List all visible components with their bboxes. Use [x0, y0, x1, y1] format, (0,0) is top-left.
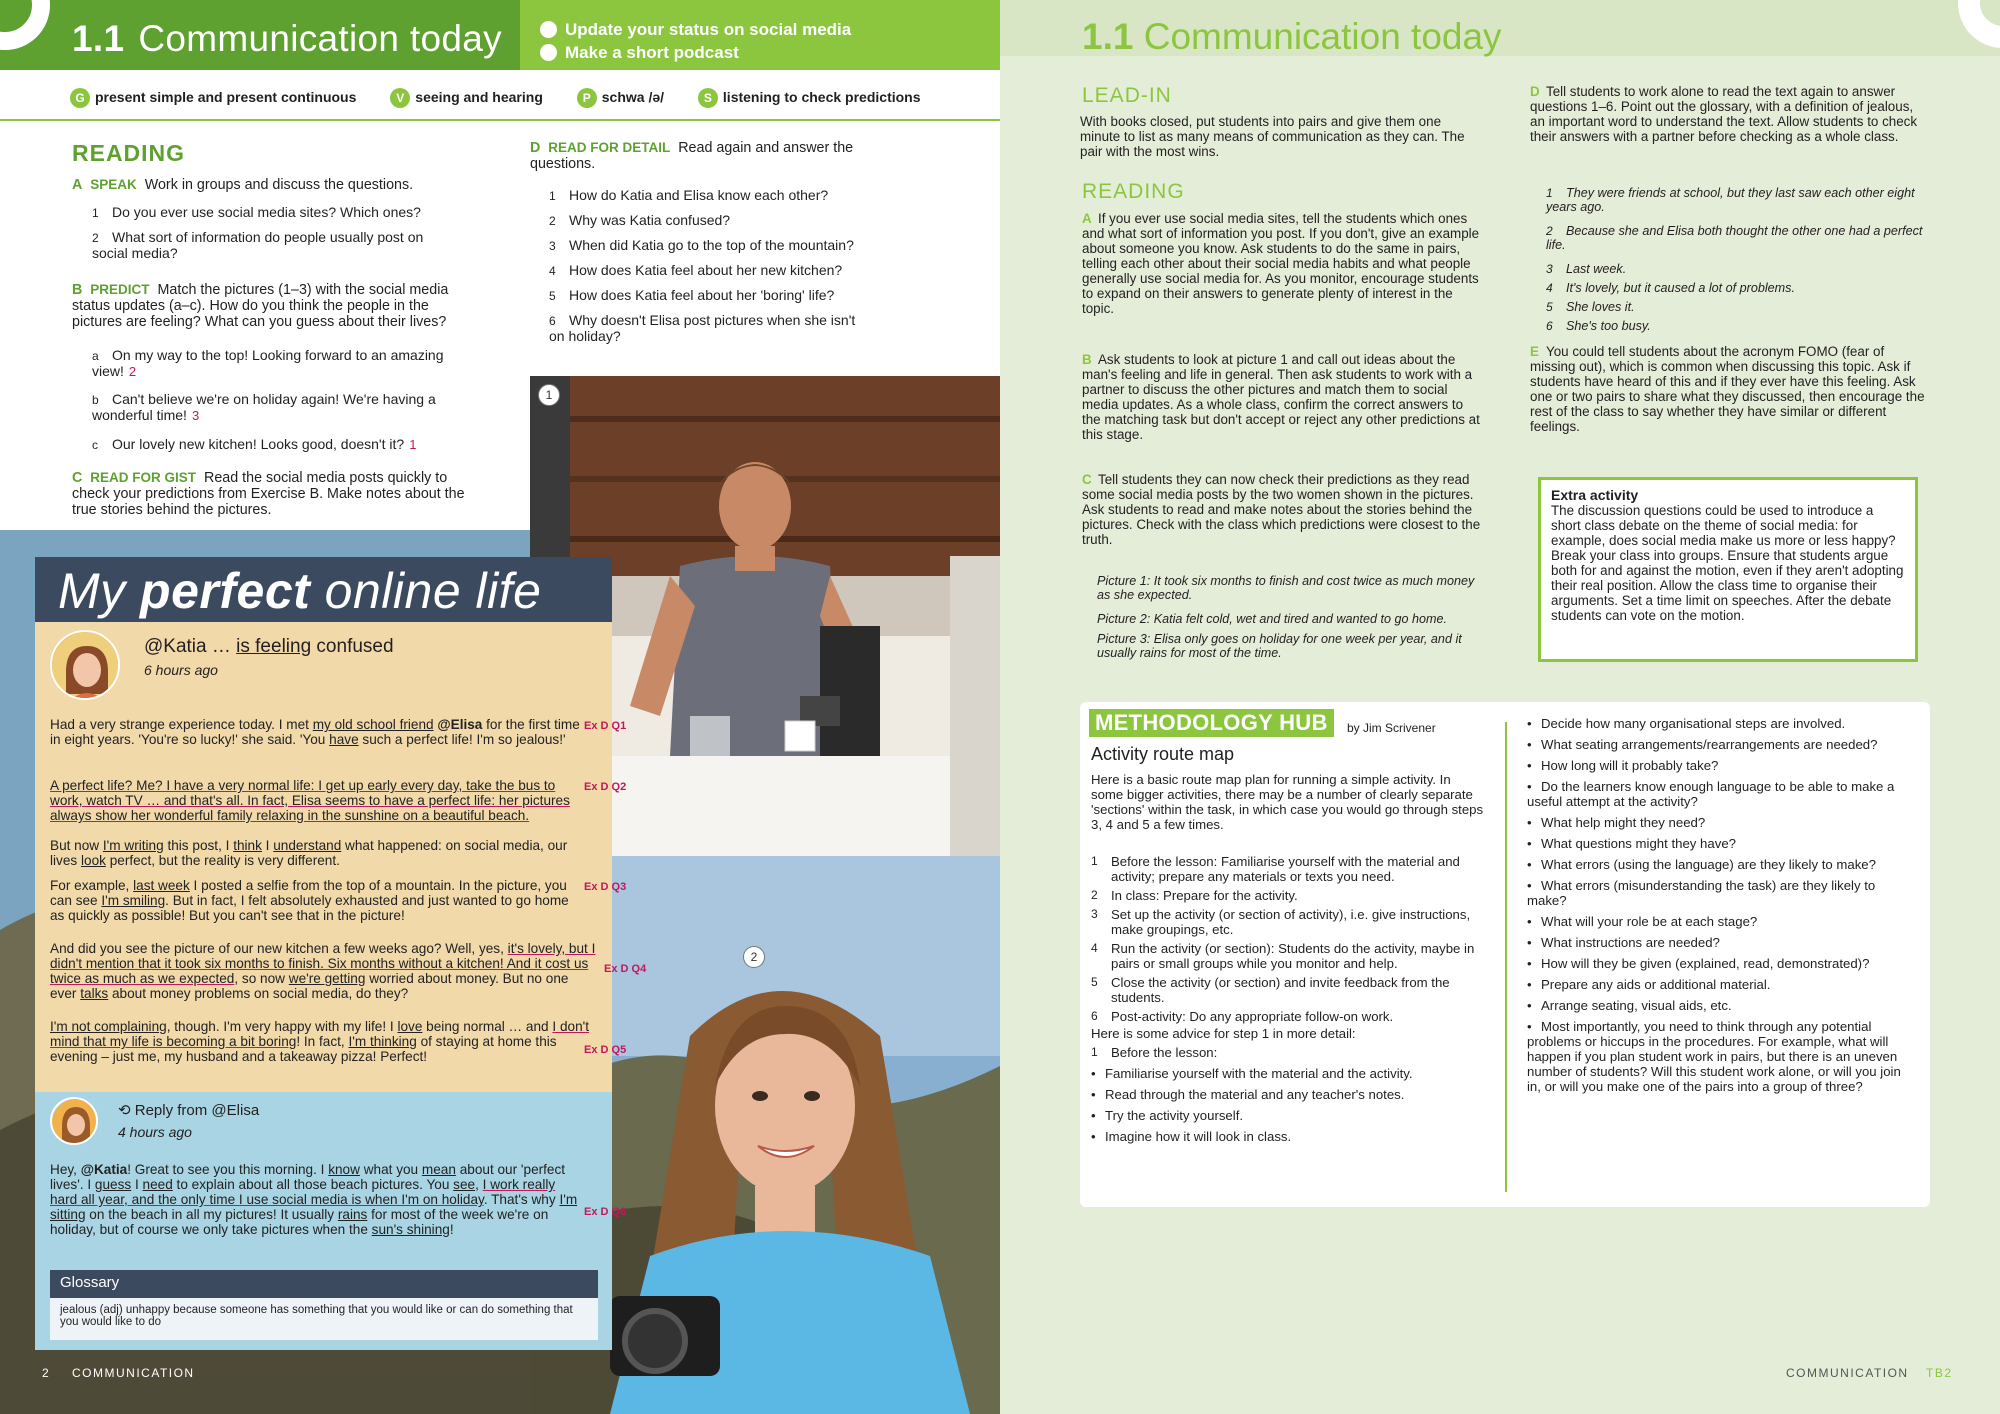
reply-icon: ⟲ [118, 1102, 135, 1119]
reply-time: 4 hours ago [118, 1124, 192, 1140]
bullet-icon [540, 44, 557, 61]
post-paragraph: But now I'm writing this post, I think I understand what happened: on social media, our lives look perfect, but the reality is very different. [50, 838, 568, 868]
page-number: 2 [42, 1366, 51, 1380]
unit-title-text: Communication today [138, 18, 502, 59]
exercise-a-item: 1 Do you ever use social media sites? Which ones? [92, 204, 421, 220]
exercise-reference: Ex D Q5 [584, 1044, 627, 1056]
exercise-reference: Ex D Q1 [584, 720, 627, 732]
answer-d6: 6 She's too busy. [1546, 319, 1651, 333]
leadin-text: With books closed, put students into pairs and give them one minute to list as many means of communication as they can. The pair with the most wins. [1080, 114, 1465, 159]
hub-author: by Jim Scrivener [1347, 721, 1436, 735]
goal-1: Update your status on social media [540, 20, 851, 40]
katia-avatar [50, 630, 120, 700]
note-a: A If you ever use social media sites, tell the students which ones and what sort of information you post. If you don't, give an example about someone you know. Ask students to do the same in pairs, telling each other about their social media habits and what people generally use social media for. As you monitor, encourage students to expand on their answers to generate plenty of interest in the topic. [1082, 211, 1480, 316]
goal-2: Make a short podcast [540, 43, 739, 63]
objectives-row [70, 88, 1000, 114]
extra-activity-box [1538, 477, 1918, 662]
divider [0, 119, 1000, 121]
post-paragraph: And did you see the picture of our new kitchen a few weeks ago? Well, yes, it's lovely, but I didn't mention that it took six months to finish. Six months without a kitchen! And it cost us twice as much as we expected, so now we're getting worried about money. But no one ever talks about money problems on social media, do they? [50, 941, 596, 1001]
post-paragraph: I'm not complaining, though. I'm very happy with my life! I love being normal … and I don't mind that my life is becoming a bit boring! In fact, I'm thinking of staying at home this evening – just me, my husband and a takeaway pizza! Perfect! [50, 1019, 589, 1064]
reply-paragraph: Hey, @Katia! Great to see you this morning. I know what you mean about our 'perfect lives'. I guess I need to explain about all those beach pictures. You see, I work really hard all year, and the only time I use social media is when I'm on holiday. That's why I'm sitting on the beach in all my pictures! It usually rains for most of the week we're on holiday, but of course we only take pictures when the sun's shining! [50, 1162, 578, 1237]
elisa-avatar [50, 1097, 98, 1145]
answer-c1: Picture 1: It took six months to finish and cost twice as much money as she expected. [1097, 574, 1475, 602]
exercise-b-item: c Our lovely new kitchen! Looks good, doesn't it? 1 [92, 436, 417, 452]
post-paragraph: A perfect life? Me? I have a very normal life: I get up early every day, take the bus to work, watch TV … and that's all. In fact, Elisa seems to have a perfect life: her pictures always show her wonderful family relaxing in the sunshine on a beautiful beach. [50, 778, 570, 823]
exercise-b: B PREDICT Match the pictures (1–3) with the social media status updates (a–c). How do you think the people in the pictures are feeling? What can you guess about their lives? [72, 282, 449, 330]
answer-d3: 3 Last week. [1546, 262, 1627, 276]
exercise-d: D READ FOR DETAIL Read again and answer the questions. [530, 140, 854, 172]
exercise-d-item: 5 How does Katia feel about her 'boring' life? [549, 287, 835, 303]
teacher-unit-title: 1.1 Communication today [1082, 16, 1502, 57]
reply-label: ⟲ Reply from @Elisa [118, 1102, 260, 1119]
answer-d1: 1 They were friends at school, but they last saw each other eight years ago. [1546, 186, 1915, 214]
bullet-icon [540, 21, 557, 38]
picture-number-2: 2 [743, 946, 765, 968]
katia-status: @Katia … is feeling confused [144, 636, 394, 657]
hub-title: METHODOLOGY HUB [1089, 709, 1334, 737]
note-d: D Tell students to work alone to read the text again to answer questions 1–6. Point out the glossary, with a definition of jealous, an important word to understand the text. Allow students to check their answers with a partner before checking as a whole class. [1530, 84, 1918, 144]
answer-d5: 5 She loves it. [1546, 300, 1635, 314]
exercise-d-item: 4 How does Katia feel about her new kitchen? [549, 262, 843, 278]
answer-d4: 4 It's lovely, but it caused a lot of problems. [1546, 281, 1795, 295]
exercise-d-item: 3 When did Katia go to the top of the mountain? [549, 237, 854, 253]
hub-intro: Here is a basic route map plan for running a simple activity. In some bigger activities, there may be a number of clearly separate 'sections' within the task, in which case you would go through steps 3, 4 and 5 a few times. [1091, 772, 1484, 832]
glossary-heading: Glossary [50, 1270, 598, 1298]
post-paragraph: For example, last week I posted a selfie from the top of a mountain. In the picture, you can see I'm smiling. But in fact, I felt absolutely exhausted and just wanted to go home as quickly as possible! But you can't see that in the picture! [50, 878, 569, 923]
exercise-d-item: 2 Why was Katia confused? [549, 212, 731, 228]
reading-heading: READING [1082, 180, 1185, 203]
exercise-reference: Ex D Q3 [584, 881, 627, 893]
note-c: C Tell students they can now check their predictions as they read some social media posts by the two women shown in the pictures. Ask students to read and make notes about the stories behind the pictures. Check with the class which predictions were closest to the truth. [1082, 472, 1481, 547]
page-number: TB2 [1926, 1366, 1953, 1380]
glossary-entry: jealous (adj) unhappy because someone has something that you would like or can do something that you would like to do [50, 1298, 598, 1340]
extra-activity-text: The discussion questions could be used to introduce a short class debate on the theme of social media: for example, does social media make us more or less happy? Break your class into groups. Ensure that students argue both for and against the motion, even if they aren't adopting their real position. Allow the class time to organise their arguments. Set a time limit on speeches. After the debate students can vote on the motion. [1551, 503, 1904, 623]
exercise-a-item: 2 What sort of information do people usually post on social media? [92, 229, 424, 261]
extra-activity-title: Extra activity [1551, 487, 1639, 503]
hub-checklist: • Decide how many organisational steps are involved. • What seating arrangements/rearrangements are needed? • How long will it probably take? • Do the learners know enough language to be able to make a useful attempt at the activity? • What help might they need? • What questions might they have? • What errors (using the language) are they likely to make? • What errors (misunderstanding the task) are they likely to make? • What will your role be at each stage? • What instructions are needed? • How will they be given (explained, read, demonstrated)? • Prepare any aids or additional material. • Arrange seating, visual aids, etc. • Most importantly, you need to think through any potential problems or hiccups in the procedures. For example, what will happen if you plan student work in pairs, but there is an uneven number of students? Will this student work alone, or will you join in, or will you make one of the pairs into a group of three? [1527, 716, 1917, 1100]
post-paragraph: Had a very strange experience today. I met my old school friend @Elisa for the first time in eight years. 'You're so lucky!' she said. 'You have such a perfect life! I'm so jealous!' [50, 717, 580, 747]
objective-grammar: G present simple and present continuous [70, 88, 356, 108]
hub-steps: 1 Before the lesson: Familiarise yourself with the material and activity; prepare any materials or texts you need. 2 In class: Prepare for the activity. 3 Set up the activity (or section of activity), i.e. give instructions, make groupings, etc. 4 Run the activity (or section): Students do the activity, maybe in pairs or small groups while you monitor and help. 5 Close the activity (or section) and invite feedback from the students. 6 Post-activity: Do any appropriate follow-on work. Here is some advice for step 1 in more detail: 1 Before the lesson: • Familiarise yourself with the material and the activity. • Read through the material and any teacher's notes. • Try the activity yourself. • Imagine how it will look in class. [1091, 854, 1486, 1144]
exercise-reference: Ex D Q4 [604, 963, 647, 975]
exercise-d-item: 1 How do Katia and Elisa know each other? [549, 187, 829, 203]
answer-d2: 2 Because she and Elisa both thought the other one had a perfect life. [1546, 224, 1923, 252]
note-b: B Ask students to look at picture 1 and call out ideas about the man's feeling and life in general. Then ask students to work with a partner to discuss the other pictures and match them to social media updates. As a whole class, confirm the correct answers to the matching task but don't accept or reject any other predictions at this stage. [1082, 352, 1480, 442]
exercise-reference: Ex D Q2 [584, 781, 627, 793]
answer-c3: Picture 3: Elisa only goes on holiday for one week per year, and it usually rains for most of the time. [1097, 632, 1462, 660]
katia-post-time: 6 hours ago [144, 662, 218, 678]
objective-vocabulary: V seeing and hearing [390, 88, 543, 108]
article-title: My perfect online life [58, 563, 542, 619]
answer-c2: Picture 2: Katia felt cold, wet and tired and wanted to go home. [1097, 612, 1448, 626]
hub-subtitle: Activity route map [1091, 744, 1235, 764]
exercise-b-item: b Can't believe we're on holiday again! We're having a wonderful time! 3 [92, 391, 436, 423]
exercise-reference: Ex D Q6 [584, 1206, 627, 1218]
objective-skills: S listening to check predictions [698, 88, 921, 108]
unit-number: 1.1 [72, 18, 125, 59]
exercise-b-item: a On my way to the top! Looking forward to an amazing view! 2 [92, 347, 444, 379]
exercise-c: C READ FOR GIST Read the social media posts quickly to check your predictions from Exercise B. Make notes about the true stories behind the pictures. [72, 470, 465, 518]
objective-pronunciation: P schwa /ə/ [577, 88, 664, 108]
picture-number-1: 1 [538, 384, 560, 406]
reading-heading: READING [72, 140, 186, 166]
exercise-d-item: 6 Why doesn't Elisa post pictures when she isn't on holiday? [549, 312, 856, 344]
footer-section: COMMUNICATION [72, 1366, 195, 1380]
exercise-a: A SPEAK Work in groups and discuss the questions. [72, 177, 414, 193]
hub-divider [1505, 722, 1507, 1192]
note-e: E You could tell students about the acronym FOMO (fear of missing out), which is common when discussing this topic. Ask if students have heard of this and if they ever have this feeling. Ask one or two pairs to share what they discussed, then encourage the rest of the class to say whether they have similar or different feelings. [1530, 344, 1925, 434]
leadin-heading: LEAD-IN [1082, 84, 1172, 107]
footer-section: COMMUNICATION [1786, 1366, 1909, 1380]
unit-title [72, 18, 502, 60]
